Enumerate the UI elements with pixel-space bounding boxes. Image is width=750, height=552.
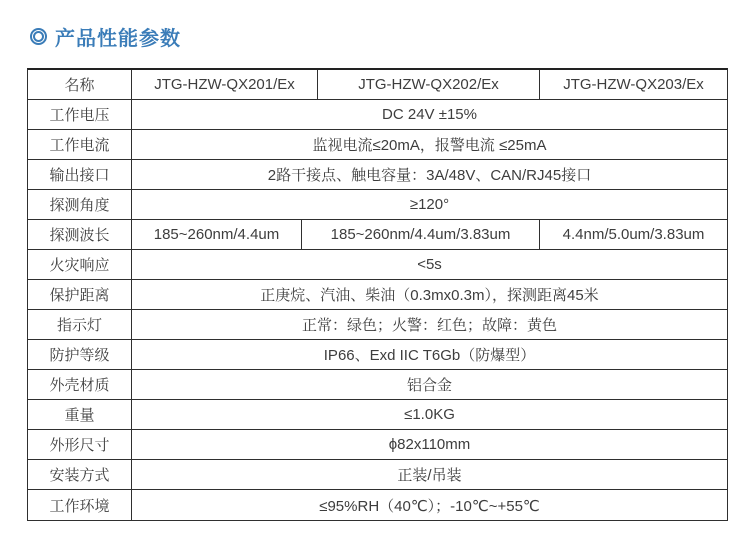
wavelength-cell-qx203: 4.4nm/5.0um/3.83um [562, 226, 705, 243]
table-row-wavelength [28, 220, 727, 250]
row-value: ≥120° [409, 196, 450, 213]
row-label: 探测波长 [28, 220, 132, 249]
row-label: 外壳材质 [28, 370, 132, 399]
row-value: 正常：绿色；火警：红色；故障：黄色 [301, 317, 557, 334]
row-label: 防护等级 [28, 340, 132, 369]
row-value: 监视电流≤20mA，报警电流 ≤25mA [312, 137, 547, 154]
table-row-output [28, 160, 727, 190]
row-label: 重量 [28, 400, 132, 429]
table-row-voltage [28, 100, 727, 130]
row-label: 指示灯 [28, 310, 132, 339]
table-row-environment [28, 490, 727, 520]
row-value: 2路干接点、触电容量：3A/48V、CAN/RJ45接口 [267, 167, 592, 184]
row-label: 外形尺寸 [28, 430, 132, 459]
row-label: 保护距离 [28, 280, 132, 309]
table-row-name [28, 70, 727, 100]
table-row-ip-rating [28, 340, 727, 370]
row-label: 工作电流 [28, 130, 132, 159]
table-row-response [28, 250, 727, 280]
row-value: ≤95%RH（40℃）；-10℃~+55℃ [319, 497, 540, 515]
row-value: IP66、Exd IIC T6Gb（防爆型） [323, 347, 536, 364]
wavelength-cell-qx201: 185~260nm/4.4um [132, 220, 302, 249]
table-row-indicator [28, 310, 727, 340]
table-row-angle [28, 190, 727, 220]
row-value: 正装/吊装 [397, 467, 462, 484]
section-header [30, 22, 181, 51]
wavelength-cell-qx202: 185~260nm/4.4um/3.83um [302, 220, 540, 249]
row-value: DC 24V ±15% [382, 106, 477, 123]
row-value: <5s [417, 256, 442, 273]
row-label: 探测角度 [28, 190, 132, 219]
spec-table [27, 68, 728, 521]
row-label: 名称 [28, 70, 132, 99]
table-row-material [28, 370, 727, 400]
section-title-text: 产品性能参数 [55, 28, 181, 50]
row-value: ≤1.0KG [404, 406, 455, 423]
row-label: 工作环境 [28, 490, 132, 520]
model-cell-qx203: JTG-HZW-QX203/Ex [563, 76, 704, 93]
table-row-dimensions [28, 430, 727, 460]
double-ring-bullet-icon [30, 28, 47, 45]
table-row-distance [28, 280, 727, 310]
row-label: 安装方式 [28, 460, 132, 489]
row-value: ϕ82x110mm [388, 436, 471, 453]
row-label: 火灾响应 [28, 250, 132, 279]
table-row-current [28, 130, 727, 160]
row-label: 工作电压 [28, 100, 132, 129]
table-row-installation [28, 460, 727, 490]
model-cell-qx201: JTG-HZW-QX201/Ex [132, 70, 318, 99]
table-row-weight [28, 400, 727, 430]
row-value: 铝合金 [406, 377, 452, 394]
row-label: 输出接口 [28, 160, 132, 189]
row-value: 正庚烷、汽油、柴油（0.3mx0.3m），探测距离45米 [260, 287, 599, 304]
model-cell-qx202: JTG-HZW-QX202/Ex [318, 70, 540, 99]
